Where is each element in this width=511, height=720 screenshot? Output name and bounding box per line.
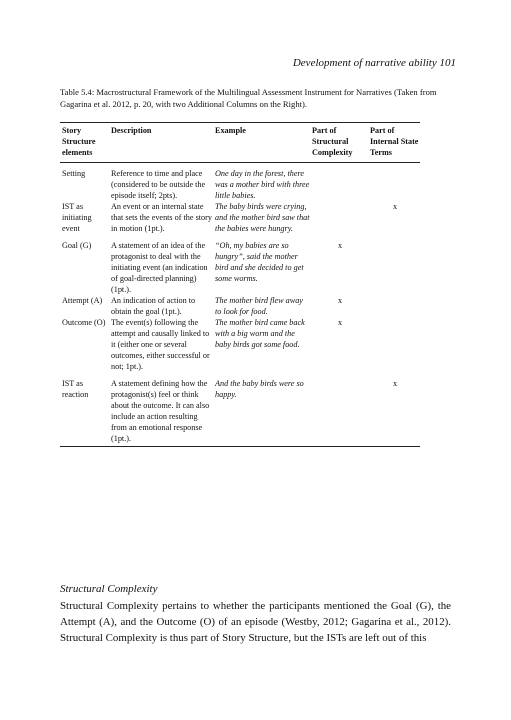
cell-description: An event or an internal state that sets the events of the story in motion (1pt.). xyxy=(111,202,212,233)
body-paragraph: Structural Complexity pertains to whether the participants mentioned the Goal (G), the Attempt (A), and the Outcome (O) of an episode (Westby, 2012; Gagarina et al., 2012). Structural Complexity is thus part of Story Structure, but the ISTs are left out of this xyxy=(60,600,451,644)
table-body xyxy=(60,163,420,447)
column-header-element: Story Structure elements xyxy=(60,123,109,163)
cell-example: The mother bird flew away to look for food. xyxy=(215,296,303,316)
cell-structural-mark: x xyxy=(337,318,343,327)
column-header-structural-complexity: Part of Structural Complexity xyxy=(310,123,368,163)
cell-description: A statement defining how the protagonist(s) feel or think about the outcome. It can also include an action resulting from an emotional response (1pt.). xyxy=(109,372,213,447)
cell-element: IST as reaction xyxy=(60,372,109,447)
column-header-example: Example xyxy=(213,123,310,163)
cell-structural-mark xyxy=(310,372,368,447)
cell-structural-mark xyxy=(310,201,368,234)
cell-element: Attempt (A) xyxy=(62,296,103,305)
running-header: Development of narrative ability 101 xyxy=(292,57,456,69)
table-row xyxy=(60,201,420,234)
cell-internal-mark xyxy=(368,317,420,372)
cell-element: IST as initiating event xyxy=(62,202,92,233)
cell-structural-mark xyxy=(310,163,368,202)
cell-example: The baby birds were crying, and the mother bird saw that the babies were hungry. xyxy=(215,202,310,233)
table-container xyxy=(60,122,420,447)
cell-example: The mother bird came back with a big worm and the baby birds got some food. xyxy=(215,318,305,349)
column-header-description: Description xyxy=(109,123,213,163)
table-row xyxy=(60,317,420,372)
cell-example: And the baby birds were so happy. xyxy=(213,372,310,447)
cell-description: A statement of an idea of the protagonist to deal with the initiating event (an indication of goal-directed planning) (1pt.). xyxy=(111,241,208,294)
cell-internal-mark xyxy=(368,163,420,202)
cell-structural-mark: x xyxy=(337,296,343,305)
cell-description: An indication of action to obtain the goal (1pt.). xyxy=(111,296,196,316)
cell-description: The event(s) following the attempt and causally linked to it (either one or several outcomes, either successful or not; 1pt.). xyxy=(111,318,210,371)
cell-element: Goal (G) xyxy=(62,241,92,250)
cell-element: Setting xyxy=(62,169,86,178)
cell-internal-mark xyxy=(368,234,420,295)
table-caption: Table 5.4: Macrostructural Framework of the Multilingual Assessment Instrument for Narratives (Taken from Gagarina et al. 2012, p. 20, with two Additional Columns on the Right). xyxy=(60,87,437,110)
table-row xyxy=(60,163,420,202)
section-heading: Structural Complexity xyxy=(60,583,158,595)
cell-internal-mark xyxy=(368,295,420,317)
cell-example: One day in the forest, there was a mother bird with three little babies. xyxy=(215,169,310,200)
cell-internal-mark: x xyxy=(368,372,420,447)
table-header xyxy=(60,123,420,163)
macrostructure-table xyxy=(60,122,420,447)
table-row xyxy=(60,295,420,317)
cell-element: Outcome (O) xyxy=(62,318,106,327)
cell-example: “Oh, my babies are so hungry”, said the mother bird and she decided to get some worms. xyxy=(215,241,304,283)
cell-description: Reference to time and place (considered to be outside the episode itself; 2pts). xyxy=(111,169,206,200)
table-row xyxy=(60,234,420,295)
table-row xyxy=(60,372,420,447)
column-header-internal-state-terms: Part of Internal State Terms xyxy=(368,123,420,163)
cell-internal-mark: x xyxy=(392,202,398,211)
cell-structural-mark: x xyxy=(337,241,343,250)
